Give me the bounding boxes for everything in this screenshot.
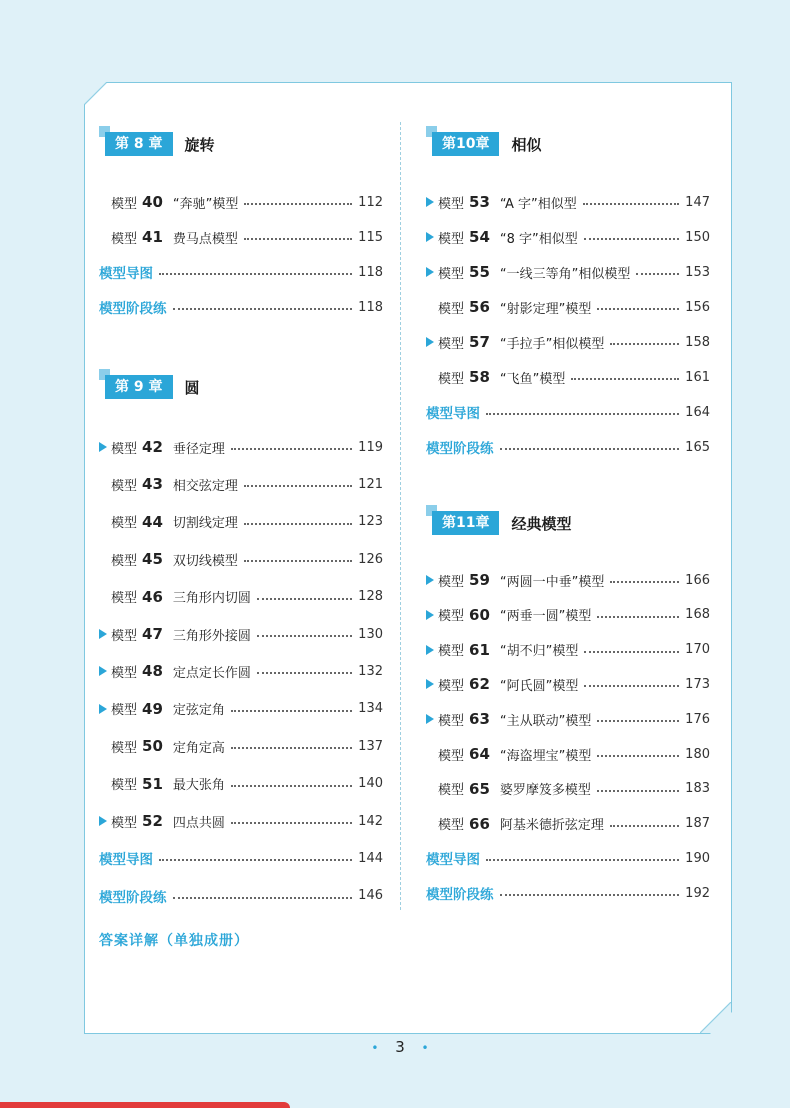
toc-entry[interactable] [438,673,710,695]
model-title: 三角形内切圆 [172,591,251,607]
dot-leader [244,203,352,205]
page-ref: 173 [685,676,710,692]
page-ref: 144 [358,850,383,866]
model-title: “8 字”相似型 [499,231,578,247]
decorative-red-bar [0,1102,290,1108]
toc-entry[interactable] [438,708,710,730]
model-title: 定弦定角 [172,703,225,719]
model-practice-label: 模型阶段练 [426,887,494,904]
toc-entry[interactable] [438,366,710,388]
triangle-marker-icon [426,197,434,207]
toc-entry[interactable] [438,639,710,661]
model-title: “两垂一圆”模型 [499,609,592,625]
model-label: 模型 [111,665,138,681]
dot-leader [244,238,352,240]
chapter-badge: 第 9 章 [105,375,173,399]
toc-entry[interactable] [438,778,710,800]
model-title: “一线三等角”相似模型 [499,266,631,282]
model-practice-entry[interactable] [99,296,383,318]
dot-icon: • [421,1041,429,1055]
model-label: 模型 [438,748,465,764]
model-label: 模型 [438,783,465,799]
model-title: “射影定理”模型 [499,301,592,317]
page-ref: 165 [685,439,710,455]
model-map-entry[interactable] [426,401,710,423]
dot-leader [173,308,353,310]
model-title: “奔驰”模型 [172,196,239,212]
model-number: 62 [469,675,490,694]
model-practice-label: 模型阶段练 [99,889,167,906]
chapter-badge: 第 8 章 [105,132,173,156]
model-number: 54 [469,228,490,246]
dot-leader [231,710,352,712]
model-map-label: 模型导图 [99,852,153,869]
model-title: 垂径定理 [172,441,225,457]
page-ref: 118 [358,264,383,280]
dot-leader [597,616,679,618]
page-ref: 134 [358,701,383,717]
toc-entry[interactable] [438,813,710,835]
dot-leader [597,720,679,722]
page-ref: 166 [685,572,710,588]
column-divider [400,122,401,910]
model-title: 相交弦定理 [172,478,238,494]
toc-entry[interactable] [438,743,710,765]
page-ref: 176 [685,711,710,727]
model-map-entry[interactable] [426,847,710,869]
model-label: 模型 [111,553,138,569]
model-number: 47 [142,625,163,643]
toc-entry[interactable] [111,473,383,495]
page-number-value: 3 [395,1038,405,1056]
model-number: 50 [142,737,163,756]
model-label: 模型 [438,301,465,317]
model-number: 40 [142,193,163,211]
page-ref: 132 [358,663,383,679]
chapter-header [432,509,572,537]
model-title: “阿氏圆”模型 [499,678,579,694]
dot-leader [610,825,679,827]
page-ref: 164 [685,404,710,420]
dot-leader [610,343,679,345]
model-map-entry[interactable] [99,847,383,869]
page-ref: 168 [685,607,710,623]
toc-entry[interactable] [438,569,710,591]
page-ref: 192 [685,885,710,901]
model-number: 59 [469,571,490,589]
toc-entry[interactable] [111,511,383,533]
model-number: 56 [469,298,490,316]
page-ref: 161 [685,369,710,385]
dot-leader [159,273,352,275]
toc-entry[interactable] [111,773,383,795]
model-label: 模型 [438,678,465,694]
model-number: 63 [469,710,490,729]
model-title: 定点定长作圆 [172,665,251,681]
triangle-marker-icon [426,337,434,347]
triangle-marker-icon [99,666,107,676]
model-label: 模型 [111,815,138,831]
model-number: 65 [469,779,490,798]
page-ref: 180 [685,746,710,762]
model-number: 41 [142,228,163,246]
model-number: 46 [142,587,163,606]
model-title: “两圆一中垂”模型 [499,574,605,590]
page-ref: 190 [685,850,710,866]
model-number: 49 [142,699,163,718]
card-corner-bottom-right [700,1002,731,1033]
page-ref: 128 [358,589,383,605]
triangle-marker-icon [426,575,434,585]
model-number: 58 [469,368,490,386]
triangle-marker-icon [99,442,107,452]
toc-entry[interactable] [438,604,710,626]
model-practice-entry[interactable] [426,882,710,904]
dot-leader [231,785,352,787]
toc-entry[interactable] [438,331,710,353]
model-number: 43 [142,475,163,494]
model-label: 模型 [438,574,465,590]
toc-entry[interactable] [111,548,383,570]
model-title: 阿基米德折弦定理 [499,818,604,834]
model-practice-label: 模型阶段练 [426,441,494,457]
card-corner-top-left [84,82,107,105]
model-number: 48 [142,662,163,681]
model-title: “胡不归”模型 [499,644,579,660]
page-ref: 112 [358,194,383,210]
model-label: 模型 [438,336,465,352]
model-title: 最大张角 [172,778,225,794]
page-ref: 187 [685,816,710,832]
dot-leader [257,598,352,600]
chapter-title: 旋转 [184,135,215,154]
model-label: 模型 [111,591,138,607]
model-practice-entry[interactable] [99,885,383,907]
chapter-header [105,373,200,401]
dot-leader [486,413,679,415]
toc-entry[interactable] [111,660,383,682]
toc-entry[interactable] [438,296,710,318]
model-number: 44 [142,512,163,531]
model-number: 55 [469,263,490,281]
dot-leader [584,238,679,240]
triangle-marker-icon [99,816,107,826]
chapter-header [432,130,542,158]
page-ref: 150 [685,229,710,245]
chapter-title: 圆 [184,378,200,397]
chapter-badge: 第11章 [432,511,499,535]
model-label: 模型 [111,628,138,644]
model-label: 模型 [438,231,465,247]
dot-leader [257,635,352,637]
model-number: 51 [142,774,163,793]
toc-entry[interactable] [111,191,383,213]
model-number: 61 [469,640,490,659]
page-ref: 126 [358,551,383,567]
dot-leader [231,448,352,450]
model-map-entry[interactable] [99,261,383,283]
model-title: 婆罗摩笈多模型 [499,783,591,799]
model-number: 57 [469,333,490,351]
page-ref: 140 [358,776,383,792]
toc-entry[interactable] [111,810,383,832]
page-ref: 137 [358,738,383,754]
dot-leader [500,894,680,896]
triangle-marker-icon [426,645,434,655]
toc-entry[interactable] [111,586,383,608]
model-label: 模型 [438,644,465,660]
page-ref: 118 [358,299,383,315]
model-number: 53 [469,193,490,211]
model-title: 费马点模型 [172,231,238,247]
chapter-title: 经典模型 [511,514,572,533]
model-practice-entry[interactable] [426,436,710,458]
model-map-label: 模型导图 [426,406,480,422]
model-title: “海盗埋宝”模型 [499,748,592,764]
model-title: “A 字”相似型 [499,196,577,212]
triangle-marker-icon [426,267,434,277]
model-number: 52 [142,812,163,830]
dot-leader [584,685,679,687]
page-ref: 123 [358,514,383,530]
page-ref: 183 [685,781,710,797]
model-label: 模型 [111,478,138,494]
dot-leader [231,822,352,824]
dot-leader [244,523,352,525]
chapter-header [105,130,215,158]
page-ref: 158 [685,334,710,350]
dot-leader [597,308,679,310]
model-title: “飞鱼”模型 [499,371,566,387]
triangle-marker-icon [99,704,107,714]
model-label: 模型 [111,231,138,247]
dot-leader [244,560,352,562]
answer-details-link[interactable]: 答案详解（单独成册） [99,933,249,949]
chapter-title: 相似 [511,135,542,154]
dot-leader [610,581,679,583]
toc-entry[interactable] [111,436,383,458]
model-map-label: 模型导图 [426,852,480,869]
dot-leader [571,378,679,380]
toc-entry[interactable] [111,698,383,720]
model-number: 60 [469,605,490,624]
toc-entry[interactable] [438,261,710,283]
model-title: 双切线模型 [172,553,238,569]
triangle-marker-icon [426,714,434,724]
page-ref: 121 [358,476,383,492]
toc-entry[interactable] [438,191,710,213]
page-ref: 130 [358,626,383,642]
model-label: 模型 [438,266,465,282]
dot-leader [636,273,679,275]
dot-icon: • [371,1041,379,1055]
model-label: 模型 [438,818,465,834]
model-number: 66 [469,814,490,833]
page-ref: 153 [685,264,710,280]
dot-leader [486,859,679,861]
dot-leader [257,672,352,674]
dot-leader [159,859,352,861]
model-number: 64 [469,745,490,763]
page-ref: 146 [358,888,383,904]
page-ref: 156 [685,299,710,315]
model-label: 模型 [438,713,465,729]
toc-entry[interactable] [111,226,383,248]
page-ref: 170 [685,642,710,658]
model-number: 42 [142,438,163,456]
dot-leader [173,897,353,899]
dot-leader [231,747,352,749]
model-label: 模型 [111,740,138,756]
model-title: “手拉手”相似模型 [499,336,605,352]
model-title: 三角形外接圆 [172,628,251,644]
model-title: 切割线定理 [172,516,238,532]
triangle-marker-icon [426,610,434,620]
model-label: 模型 [438,371,465,387]
page-number [370,1038,430,1056]
toc-entry[interactable] [111,735,383,757]
triangle-marker-icon [426,232,434,242]
model-label: 模型 [111,703,138,719]
dot-leader [597,790,679,792]
toc-entry[interactable] [111,623,383,645]
dot-leader [500,448,680,450]
dot-leader [583,203,679,205]
dot-leader [244,485,352,487]
model-label: 模型 [111,778,138,794]
model-label: 模型 [438,196,465,212]
dot-leader [597,755,679,757]
model-practice-label: 模型阶段练 [99,301,167,317]
page-ref: 142 [358,813,383,829]
dot-leader [584,651,679,653]
toc-entry[interactable] [438,226,710,248]
model-title: 四点共圆 [172,815,225,831]
model-title: “主从联动”模型 [499,713,592,729]
page-ref: 115 [358,229,383,245]
page-ref: 119 [358,439,383,455]
triangle-marker-icon [426,679,434,689]
model-label: 模型 [111,516,138,532]
model-label: 模型 [111,196,138,212]
triangle-marker-icon [99,629,107,639]
chapter-badge: 第10章 [432,132,499,156]
model-label: 模型 [438,609,465,625]
model-number: 45 [142,550,163,569]
page-ref: 147 [685,194,710,210]
model-map-label: 模型导图 [99,266,153,282]
model-title: 定角定高 [172,740,225,756]
model-label: 模型 [111,441,138,457]
